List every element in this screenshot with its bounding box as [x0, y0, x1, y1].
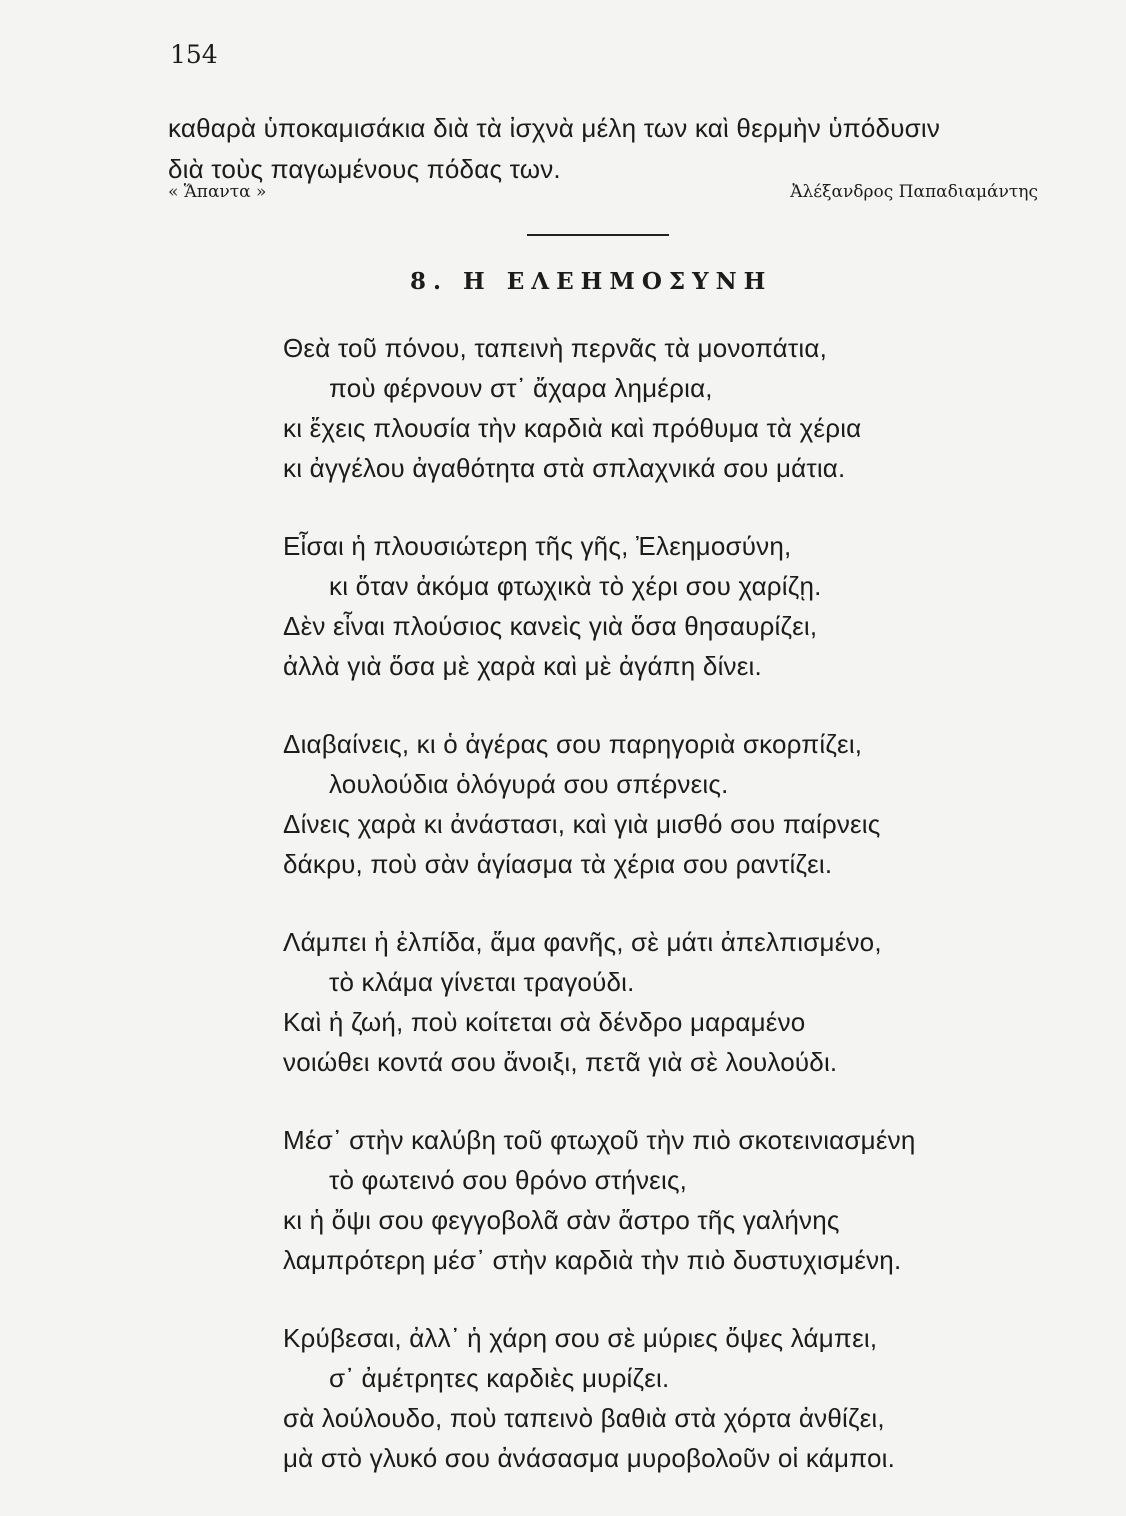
section-title: 8. Η ΕΛΕΗΜΟΣΥΝΗ [410, 268, 773, 295]
prose-line: διὰ τοὺς παγωμένους πόδας των. [168, 154, 561, 184]
poem-verse: Καὶ ἡ ζωή, ποὺ κοίτεται σὰ δένδρο μαραμένο [283, 1007, 806, 1037]
poem-verse: Διαβαίνεις, κι ὁ ἀγέρας σου παρηγοριὰ σκορπίζει, [283, 729, 863, 759]
poem-verse: Κρύβεσαι, ἀλλ᾽ ἡ χάρη σου σὲ μύριες ὄψες λάμπει, [283, 1323, 878, 1353]
poem-stanza [283, 328, 1083, 488]
poem-verse: σ᾽ ἀμέτρητες καρδιὲς μυρίζει. [329, 1363, 670, 1393]
poem-verse: Εἶσαι ἡ πλουσιώτερη τῆς γῆς, Ἐλεημοσύνη, [283, 531, 792, 561]
poem-verse: ἀλλὰ γιὰ ὅσα μὲ χαρὰ καὶ μὲ ἀγάπη δίνει. [283, 651, 762, 681]
poem-verse: ποὺ φέρνουν στ᾽ ἄχαρα λημέρια, [329, 373, 713, 403]
prose-paragraph [168, 108, 1048, 190]
poem-verse: Θεὰ τοῦ πόνου, ταπεινὴ περνᾶς τὰ μονοπάτια, [283, 333, 827, 363]
poem-verse: Δὲν εἶναι πλούσιος κανεὶς γιὰ ὅσα θησαυρίζει, [283, 611, 818, 641]
poem-verse: κι ἔχεις πλουσία τὴν καρδιὰ καὶ πρόθυμα τὰ χέρια [283, 413, 862, 443]
poem-verse: μὰ στὸ γλυκό σου ἀνάσασμα μυροβολοῦν οἱ κάμποι. [283, 1443, 896, 1473]
poem-verse: κι ὅταν ἀκόμα φτωχικὰ τὸ χέρι σου χαρίζῃ. [329, 571, 822, 601]
poem-verse: Μέσ᾽ στὴν καλύβη τοῦ φτωχοῦ τὴν πιὸ σκοτεινιασμένη [283, 1125, 916, 1155]
poem-verse: κι ἡ ὄψι σου φεγγοβολᾶ σὰν ἄστρο τῆς γαλήνης [283, 1205, 840, 1235]
page-number: 154 [170, 40, 218, 69]
poem-stanza [283, 526, 1083, 686]
poem-verse: νοιώθει κοντά σου ἄνοιξι, πετᾶ γιὰ σὲ λουλούδι. [283, 1047, 838, 1077]
poem-verse: τὸ φωτεινό σου θρόνο στήνεις, [329, 1165, 688, 1195]
section-divider [527, 234, 669, 236]
poem-verse: Δίνεις χαρὰ κι ἀνάστασι, καὶ γιὰ μισθό σου παίρνεις [283, 809, 881, 839]
poem-stanza [283, 922, 1083, 1082]
prose-line: καθαρὰ ὑποκαμισάκια διὰ τὰ ἰσχνὰ μέλη των καὶ θερμὴν ὑπόδυσιν [168, 113, 941, 143]
poem-stanza [283, 1120, 1083, 1280]
poem-verse: λουλούδια ὁλόγυρά σου σπέρνεις. [329, 769, 729, 799]
poem-verse: λαμπρότερη μέσ᾽ στὴν καρδιὰ τὴν πιὸ δυστυχισμένη. [283, 1245, 902, 1275]
poem-verse: τὸ κλάμα γίνεται τραγούδι. [329, 967, 635, 997]
poem [283, 328, 1083, 1516]
poem-stanza [283, 1318, 1083, 1478]
poem-verse: Λάμπει ἡ ἐλπίδα, ἅμα φανῆς, σὲ μάτι ἀπελπισμένο, [283, 927, 882, 957]
poem-verse: κι ἀγγέλου ἀγαθότητα στὰ σπλαχνικά σου μάτια. [283, 453, 846, 483]
poem-stanza [283, 724, 1083, 884]
source-author: Ἀλέξανδρος Παπαδιαμάντης [790, 182, 1038, 202]
poem-verse: σὰ λούλουδο, ποὺ ταπεινὸ βαθιὰ στὰ χόρτα ἀνθίζει, [283, 1403, 885, 1433]
source-work: « Ἅπαντα » [168, 182, 267, 202]
poem-verse: δάκρυ, ποὺ σὰν ἁγίασμα τὰ χέρια σου ραντίζει. [283, 849, 833, 879]
